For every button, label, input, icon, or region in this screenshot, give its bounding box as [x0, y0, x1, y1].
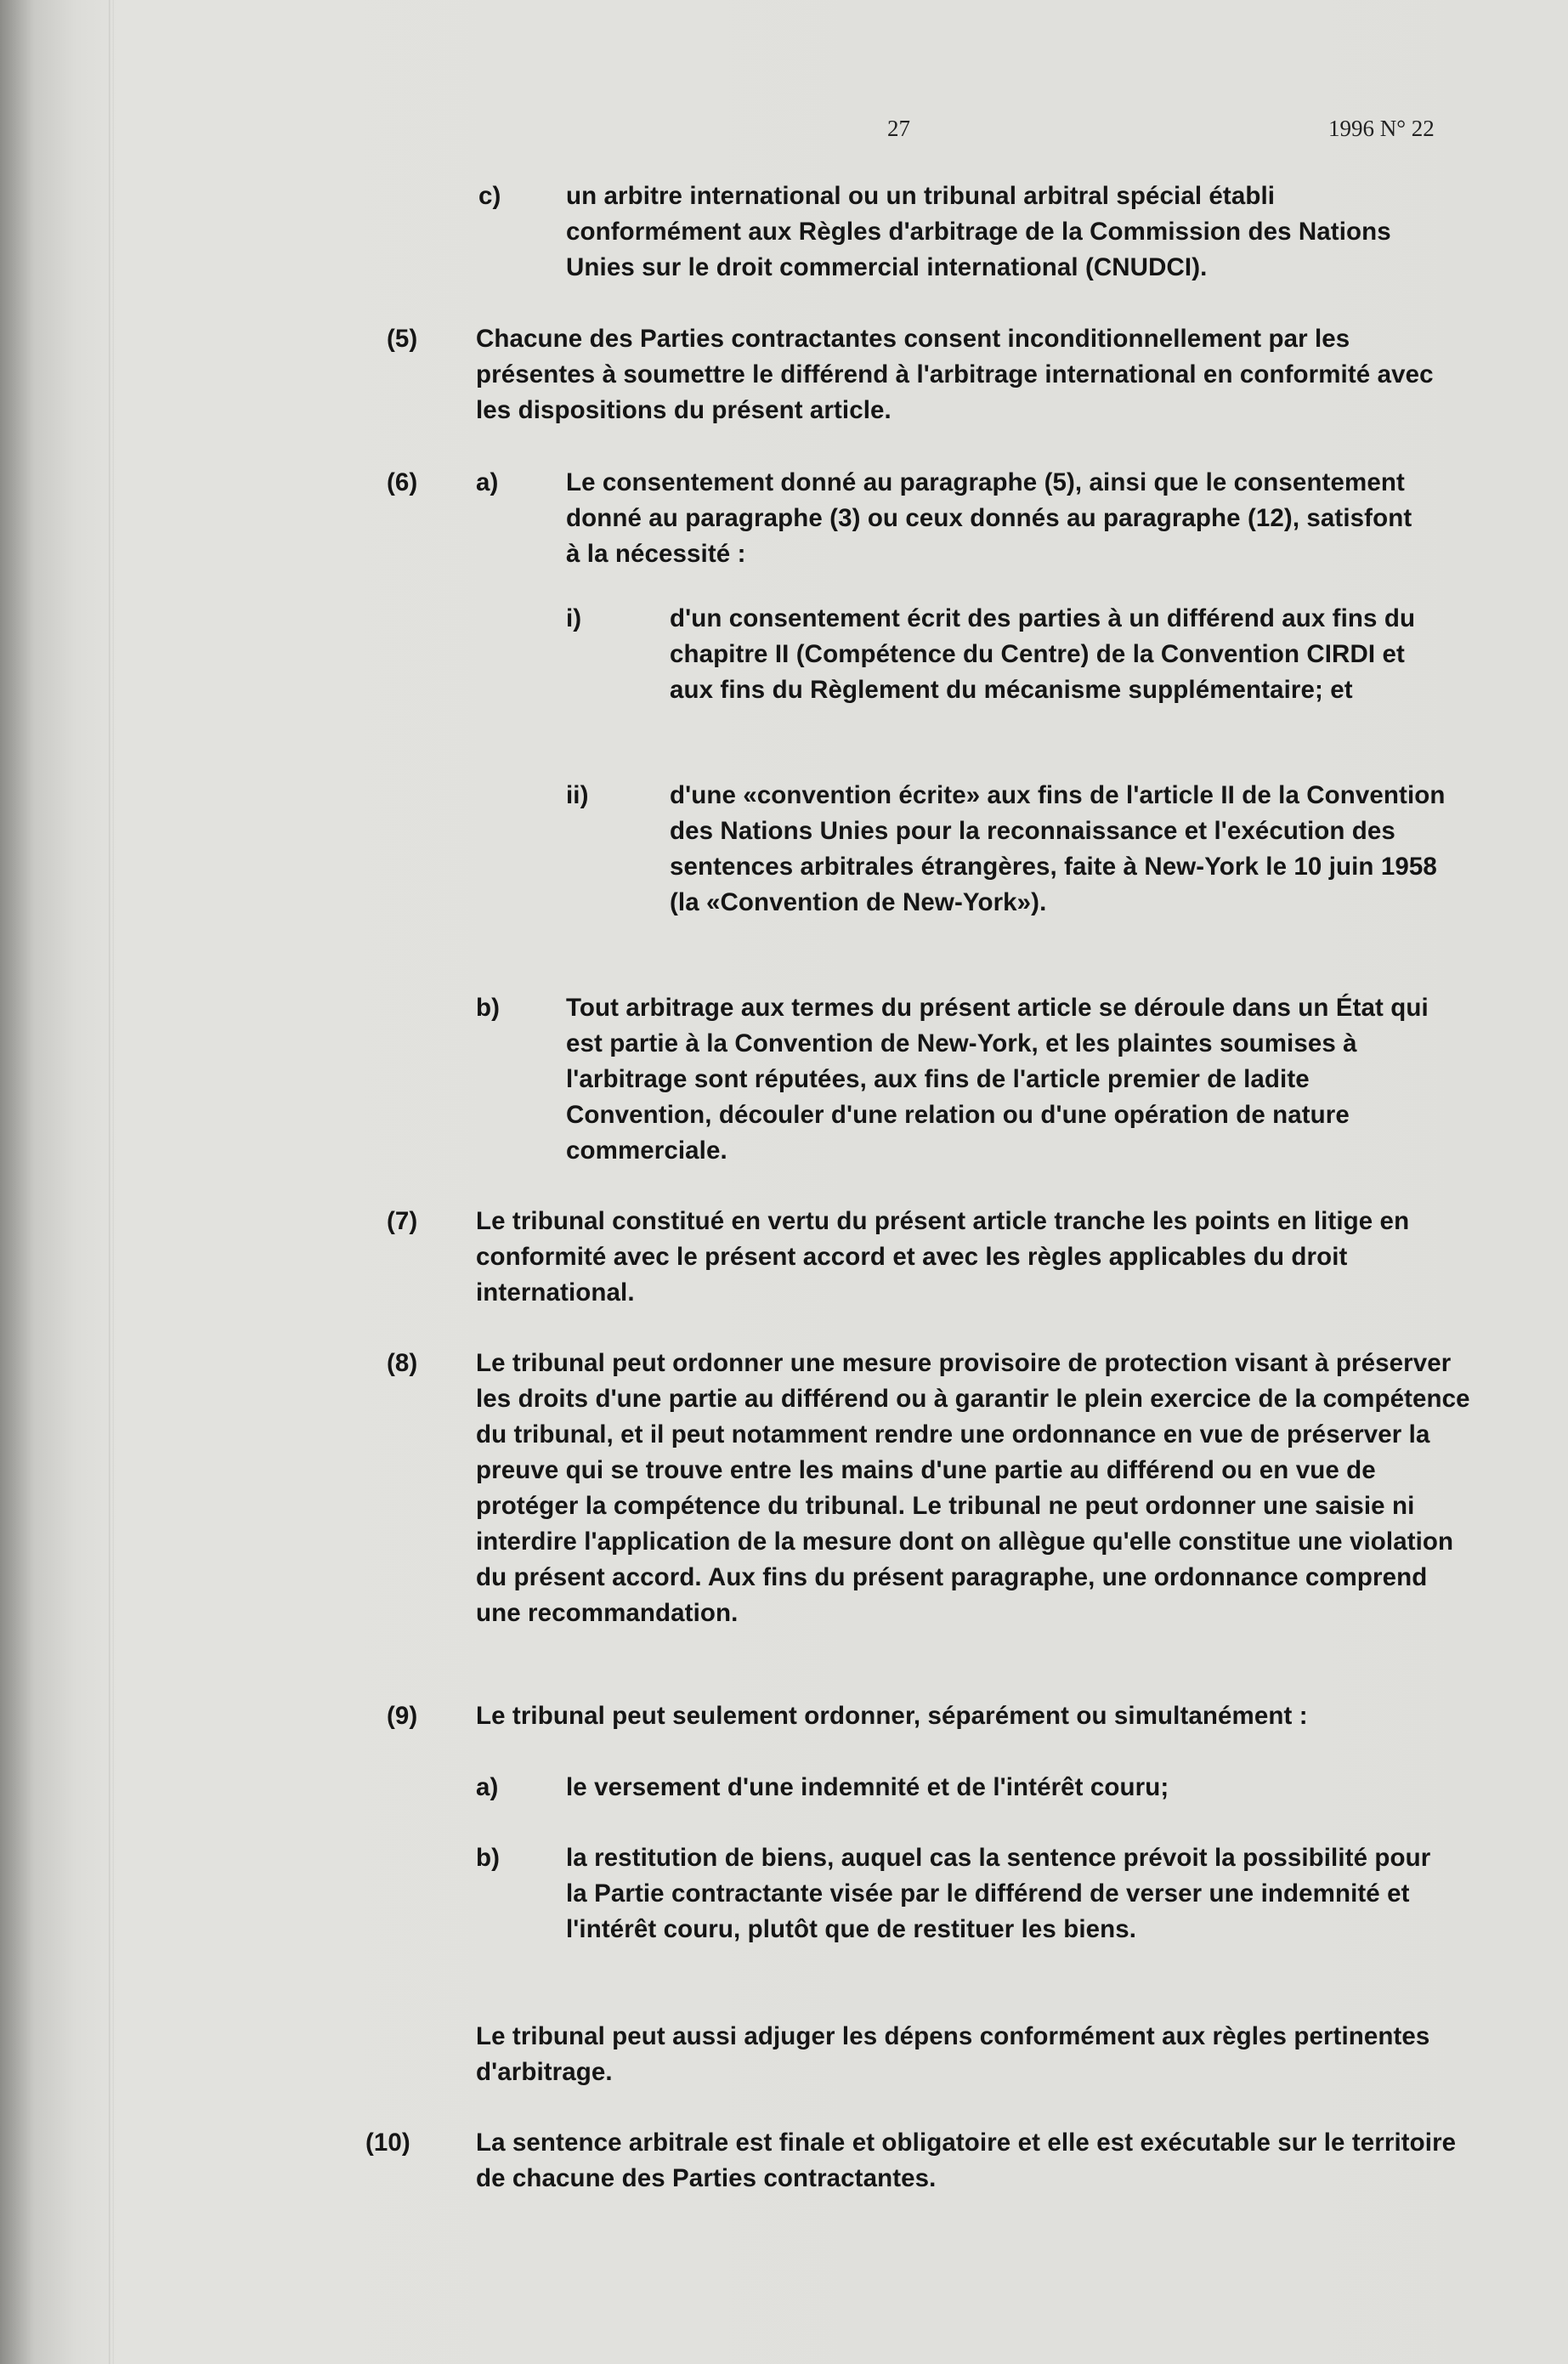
paragraph-label: (5) — [387, 325, 418, 353]
item-label: i) — [566, 604, 582, 632]
paragraph-text: La sentence arbitrale est finale et obligatoire et elle est exécutable sur le territoire de chacune des Parties contractantes. — [476, 2129, 1457, 2192]
item-label: c) — [478, 182, 501, 210]
item-text: Tout arbitrage aux termes du présent article se déroule dans un État qui est partie à la Convention de New-York, et les plaintes soumises à l'arbitrage sont réputées, aux fins de l'article premier de ladite Convention, découler d'une relation ou d'une opération de nature commerciale. — [566, 994, 1429, 1165]
item-text: le versement d'une indemnité et de l'intérêt couru; — [566, 1773, 1169, 1801]
page-fold-shadow — [109, 0, 114, 2364]
page-number: 27 — [887, 116, 910, 141]
paragraph-label: (6) — [387, 468, 418, 496]
item-text: un arbitre international ou un tribunal arbitral spécial établi conformément aux Règles d'arbitrage de la Commission des Nations Unies sur le droit commercial international (CNUDCI). — [566, 182, 1391, 281]
paragraph-text: Le tribunal constitué en vertu du présent article tranche les points en litige en conformité avec le présent accord et avec les règles applicables du droit international. — [476, 1207, 1410, 1307]
paragraph-text: Le tribunal peut aussi adjuger les dépens conformément aux règles pertinentes d'arbitrage. — [476, 2022, 1430, 2086]
paragraph-text: Le consentement donné au paragraphe (5), ainsi que le consentement donné au paragraphe (3) ou ceux donnés au paragraphe (12), satisfont à la nécessité : — [566, 468, 1412, 568]
paragraph-sublabel: a) — [476, 468, 499, 496]
paragraph-label: (10) — [365, 2129, 410, 2157]
paragraph-label: (8) — [387, 1349, 418, 1377]
item-label: a) — [476, 1773, 499, 1801]
item-text: la restitution de biens, auquel cas la sentence prévoit la possibilité pour la Partie contractante visée par le différend de verser une indemnité et l'intérêt couru, plutôt que de restituer les biens. — [566, 1844, 1431, 1943]
document-reference: 1996 N° 22 — [1328, 116, 1435, 141]
paragraph-text: Le tribunal peut seulement ordonner, séparément ou simultanément : — [476, 1702, 1308, 1730]
item-text: d'une «convention écrite» aux fins de l'article II de la Convention des Nations Unies pour la reconnaissance et l'exécution des sentences arbitrales étrangères, faite à New-York le 10 juin 1958 (la «Convention de New-York»). — [670, 781, 1446, 916]
item-label: ii) — [566, 781, 589, 809]
paragraph-label: (9) — [387, 1702, 418, 1730]
item-label: b) — [476, 1844, 501, 1872]
page-header — [0, 116, 1568, 150]
item-text: d'un consentement écrit des parties à un différend aux fins du chapitre II (Compétence du Centre) de la Convention CIRDI et aux fins du Règlement du mécanisme supplémentaire; et — [670, 604, 1416, 704]
item-label: b) — [476, 994, 501, 1022]
paragraph-label: (7) — [387, 1207, 418, 1235]
paragraph-text: Le tribunal peut ordonner une mesure provisoire de protection visant à préserver les droits d'une partie au différend ou à garantir le plein exercice de la compétence du tribunal, et il peut notamment rendre une ordonnance en vue de préserver la preuve qui se trouve entre les mains d'une partie au différend ou en vue de protéger la compétence du tribunal. Le tribunal ne peut ordonner une saisie ni interdire l'application de la mesure dont on allègue qu'elle constitue une violation du présent accord. Aux fins du présent paragraphe, une ordonnance comprend une recommandation. — [476, 1349, 1470, 1627]
paragraph-text: Chacune des Parties contractantes consent inconditionnellement par les présentes à soumettre le différend à l'arbitrage international en conformité avec les dispositions du présent article. — [476, 325, 1434, 424]
